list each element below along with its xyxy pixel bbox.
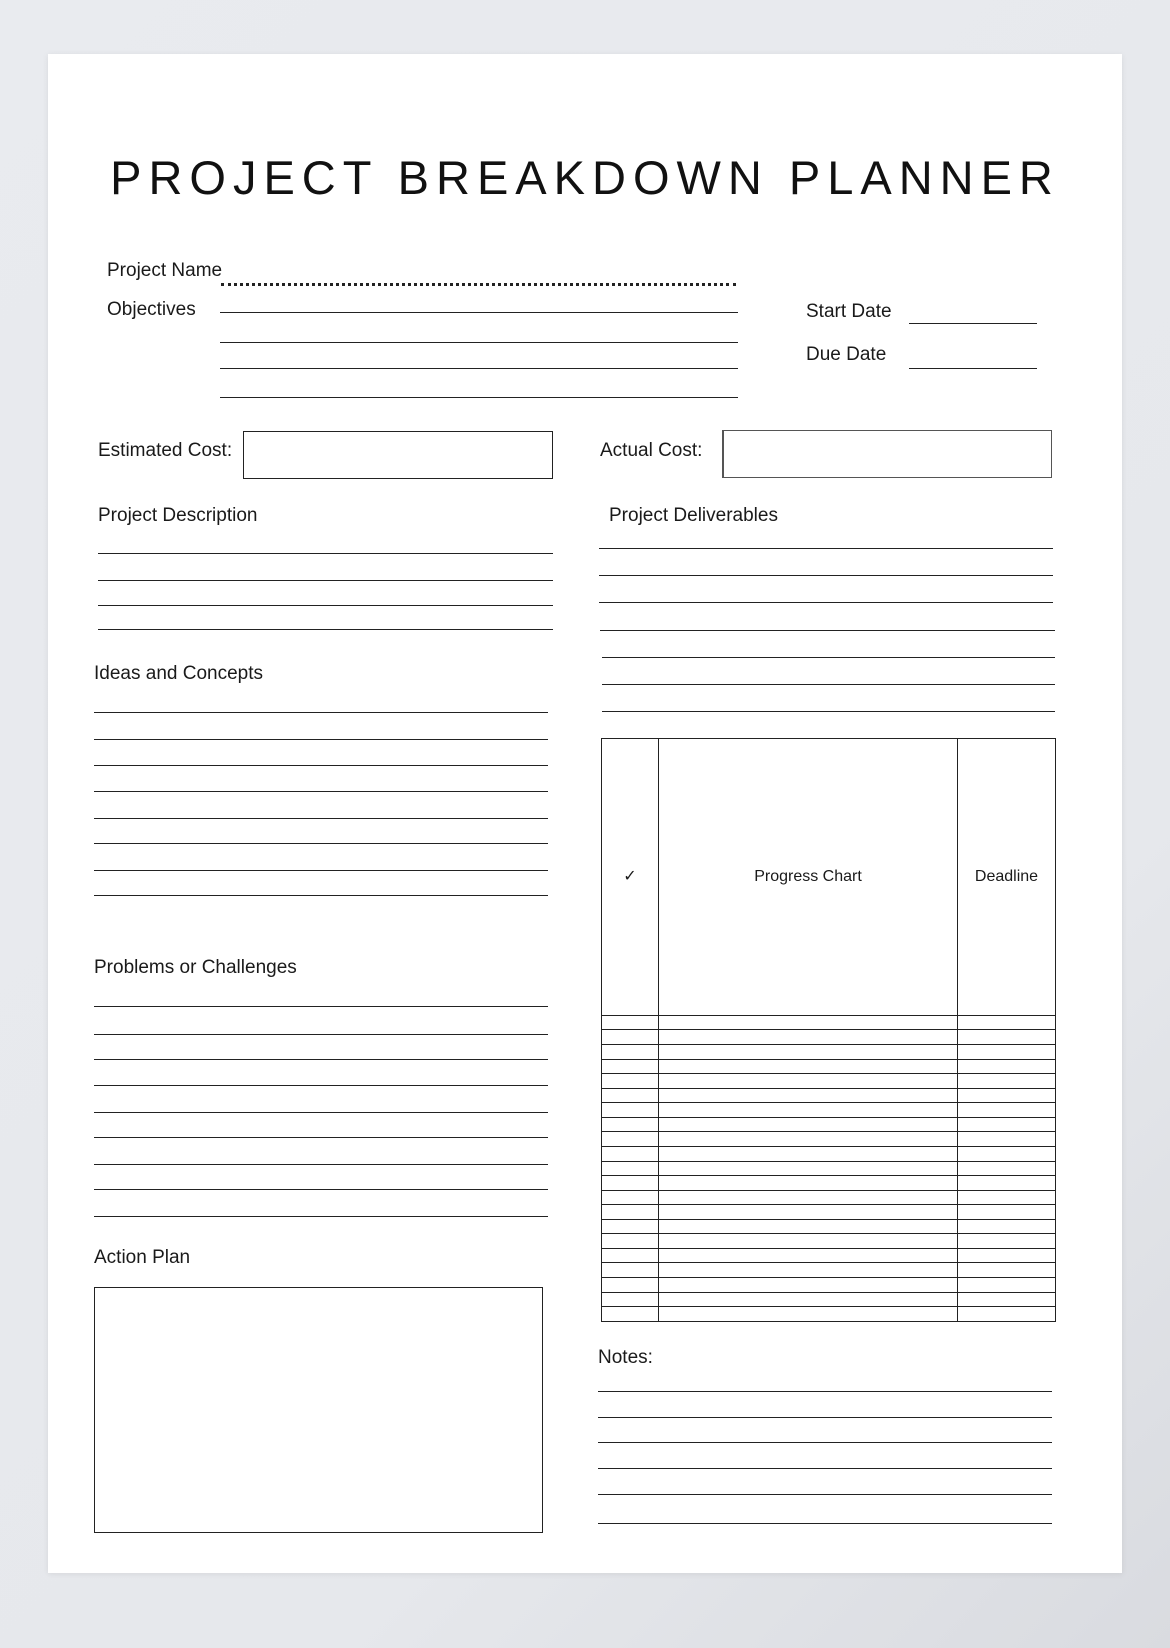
progress-chart-table	[601, 738, 1056, 1322]
problems-line[interactable]	[94, 1189, 548, 1190]
progress-row	[602, 1234, 1056, 1249]
ideas-and-concepts-label: Ideas and Concepts	[94, 663, 264, 684]
progress-task-cell[interactable]	[659, 1263, 958, 1278]
progress-task-cell[interactable]	[659, 1015, 958, 1030]
progress-check-cell[interactable]	[602, 1307, 659, 1322]
progress-task-cell[interactable]	[659, 1088, 958, 1103]
deliverables-line[interactable]	[599, 602, 1053, 603]
progress-task-cell[interactable]	[659, 1161, 958, 1176]
progress-check-cell[interactable]	[602, 1059, 659, 1074]
progress-row	[602, 1132, 1056, 1147]
progress-row	[602, 1307, 1056, 1322]
problems-line[interactable]	[94, 1034, 548, 1035]
deliverables-line[interactable]	[602, 684, 1055, 685]
progress-task-cell[interactable]	[659, 1248, 958, 1263]
ideas-line[interactable]	[94, 712, 548, 713]
project-name-label: Project Name	[107, 260, 223, 281]
progress-row	[602, 1292, 1056, 1307]
start-date-line[interactable]	[909, 323, 1037, 324]
estimated-cost-label: Estimated Cost:	[98, 440, 233, 461]
progress-deadline-cell[interactable]	[958, 1263, 1056, 1278]
progress-check-cell[interactable]	[602, 1205, 659, 1220]
progress-row	[602, 1074, 1056, 1089]
ideas-line[interactable]	[94, 895, 548, 896]
progress-task-cell[interactable]	[659, 1205, 958, 1220]
progress-check-cell[interactable]	[602, 1292, 659, 1307]
progress-deadline-cell[interactable]	[958, 1219, 1056, 1234]
progress-deadline-cell[interactable]	[958, 1132, 1056, 1147]
progress-deadline-cell[interactable]	[958, 1234, 1056, 1249]
progress-check-cell[interactable]	[602, 1234, 659, 1249]
action-plan-box[interactable]	[94, 1287, 543, 1533]
objectives-label: Objectives	[107, 299, 196, 320]
ideas-line[interactable]	[94, 843, 548, 844]
notes-line[interactable]	[598, 1494, 1052, 1495]
progress-task-cell[interactable]	[659, 1074, 958, 1089]
problems-line[interactable]	[94, 1216, 548, 1217]
progress-row	[602, 1117, 1056, 1132]
progress-row	[602, 1059, 1056, 1074]
description-line[interactable]	[98, 580, 553, 581]
progress-chart-header: Progress Chart	[659, 739, 958, 1016]
ideas-line[interactable]	[94, 765, 548, 766]
problems-line[interactable]	[94, 1085, 548, 1086]
progress-row	[602, 1219, 1056, 1234]
due-date-line[interactable]	[909, 368, 1037, 369]
progress-deadline-cell[interactable]	[958, 1015, 1056, 1030]
objectives-line[interactable]	[220, 397, 738, 398]
progress-task-cell[interactable]	[659, 1146, 958, 1161]
description-line[interactable]	[98, 605, 553, 606]
problems-line[interactable]	[94, 1059, 548, 1060]
problems-line[interactable]	[94, 1164, 548, 1165]
progress-deadline-cell[interactable]	[958, 1074, 1056, 1089]
progress-check-cell[interactable]	[602, 1278, 659, 1293]
progress-deadline-cell[interactable]	[958, 1176, 1056, 1191]
deliverables-line[interactable]	[602, 711, 1055, 712]
project-name-line[interactable]	[221, 283, 736, 286]
progress-row	[602, 1278, 1056, 1293]
notes-line[interactable]	[598, 1417, 1052, 1418]
progress-deadline-cell[interactable]	[958, 1030, 1056, 1045]
action-plan-label: Action Plan	[94, 1247, 191, 1268]
deliverables-line[interactable]	[599, 575, 1053, 576]
check-icon: ✓	[602, 739, 659, 1016]
progress-deadline-cell[interactable]	[958, 1103, 1056, 1118]
progress-deadline-cell[interactable]	[958, 1292, 1056, 1307]
deliverables-line[interactable]	[600, 630, 1055, 631]
progress-row	[602, 1176, 1056, 1191]
progress-deadline-cell[interactable]	[958, 1248, 1056, 1263]
progress-task-cell[interactable]	[659, 1219, 958, 1234]
project-description-label: Project Description	[98, 505, 258, 526]
progress-row	[602, 1190, 1056, 1205]
progress-header-row	[602, 739, 1056, 1016]
problems-or-challenges-label: Problems or Challenges	[94, 957, 297, 978]
progress-row	[602, 1205, 1056, 1220]
progress-check-cell[interactable]	[602, 1263, 659, 1278]
ideas-line[interactable]	[94, 870, 548, 871]
progress-check-cell[interactable]	[602, 1219, 659, 1234]
progress-check-cell[interactable]	[602, 1190, 659, 1205]
notes-line[interactable]	[598, 1442, 1052, 1443]
planner-sheet	[48, 54, 1122, 1573]
progress-check-cell[interactable]	[602, 1248, 659, 1263]
description-line[interactable]	[98, 553, 553, 554]
progress-row	[602, 1248, 1056, 1263]
progress-deadline-cell[interactable]	[958, 1278, 1056, 1293]
progress-check-cell[interactable]	[602, 1045, 659, 1060]
estimated-cost-box[interactable]	[243, 431, 553, 479]
due-date-label: Due Date	[806, 344, 887, 365]
start-date-label: Start Date	[806, 301, 892, 322]
progress-check-cell[interactable]	[602, 1088, 659, 1103]
progress-task-cell[interactable]	[659, 1176, 958, 1191]
progress-check-cell[interactable]	[602, 1074, 659, 1089]
progress-check-cell[interactable]	[602, 1030, 659, 1045]
progress-check-cell[interactable]	[602, 1146, 659, 1161]
description-line[interactable]	[98, 629, 553, 630]
problems-line[interactable]	[94, 1137, 548, 1138]
progress-deadline-cell[interactable]	[958, 1205, 1056, 1220]
actual-cost-label: Actual Cost:	[600, 440, 703, 461]
progress-deadline-cell[interactable]	[958, 1307, 1056, 1322]
notes-line[interactable]	[598, 1468, 1052, 1469]
progress-row	[602, 1161, 1056, 1176]
progress-row	[602, 1263, 1056, 1278]
deliverables-line[interactable]	[599, 548, 1053, 549]
ideas-line[interactable]	[94, 739, 548, 740]
progress-task-cell[interactable]	[659, 1307, 958, 1322]
notes-line[interactable]	[598, 1523, 1052, 1524]
objectives-line[interactable]	[220, 342, 738, 343]
progress-task-cell[interactable]	[659, 1190, 958, 1205]
deadline-header: Deadline	[958, 739, 1056, 1016]
progress-check-cell[interactable]	[602, 1161, 659, 1176]
progress-check-cell[interactable]	[602, 1103, 659, 1118]
deliverables-line[interactable]	[602, 657, 1055, 658]
progress-row	[602, 1146, 1056, 1161]
progress-check-cell[interactable]	[602, 1117, 659, 1132]
progress-task-cell[interactable]	[659, 1292, 958, 1307]
progress-task-cell[interactable]	[659, 1234, 958, 1249]
progress-deadline-cell[interactable]	[958, 1190, 1056, 1205]
actual-cost-box[interactable]	[722, 430, 1052, 478]
notes-label: Notes:	[598, 1347, 653, 1368]
progress-row	[602, 1045, 1056, 1060]
progress-deadline-cell[interactable]	[958, 1088, 1056, 1103]
progress-row	[602, 1088, 1056, 1103]
progress-deadline-cell[interactable]	[958, 1161, 1056, 1176]
progress-task-cell[interactable]	[659, 1059, 958, 1074]
progress-task-cell[interactable]	[659, 1103, 958, 1118]
progress-deadline-cell[interactable]	[958, 1117, 1056, 1132]
progress-deadline-cell[interactable]	[958, 1045, 1056, 1060]
progress-task-cell[interactable]	[659, 1117, 958, 1132]
progress-check-cell[interactable]	[602, 1176, 659, 1191]
progress-deadline-cell[interactable]	[958, 1146, 1056, 1161]
notes-line[interactable]	[598, 1391, 1052, 1392]
problems-line[interactable]	[94, 1006, 548, 1007]
progress-deadline-cell[interactable]	[958, 1059, 1056, 1074]
progress-row	[602, 1030, 1056, 1045]
ideas-line[interactable]	[94, 791, 548, 792]
progress-check-cell[interactable]	[602, 1132, 659, 1147]
problems-line[interactable]	[94, 1112, 548, 1113]
progress-task-cell[interactable]	[659, 1030, 958, 1045]
progress-check-cell[interactable]	[602, 1015, 659, 1030]
progress-task-cell[interactable]	[659, 1132, 958, 1147]
project-deliverables-label: Project Deliverables	[609, 505, 778, 526]
page-title: PROJECT BREAKDOWN PLANNER	[110, 151, 1060, 204]
objectives-line[interactable]	[220, 312, 738, 313]
progress-row	[602, 1103, 1056, 1118]
objectives-line[interactable]	[220, 368, 738, 369]
progress-task-cell[interactable]	[659, 1045, 958, 1060]
ideas-line[interactable]	[94, 818, 548, 819]
progress-task-cell[interactable]	[659, 1278, 958, 1293]
progress-row	[602, 1015, 1056, 1030]
